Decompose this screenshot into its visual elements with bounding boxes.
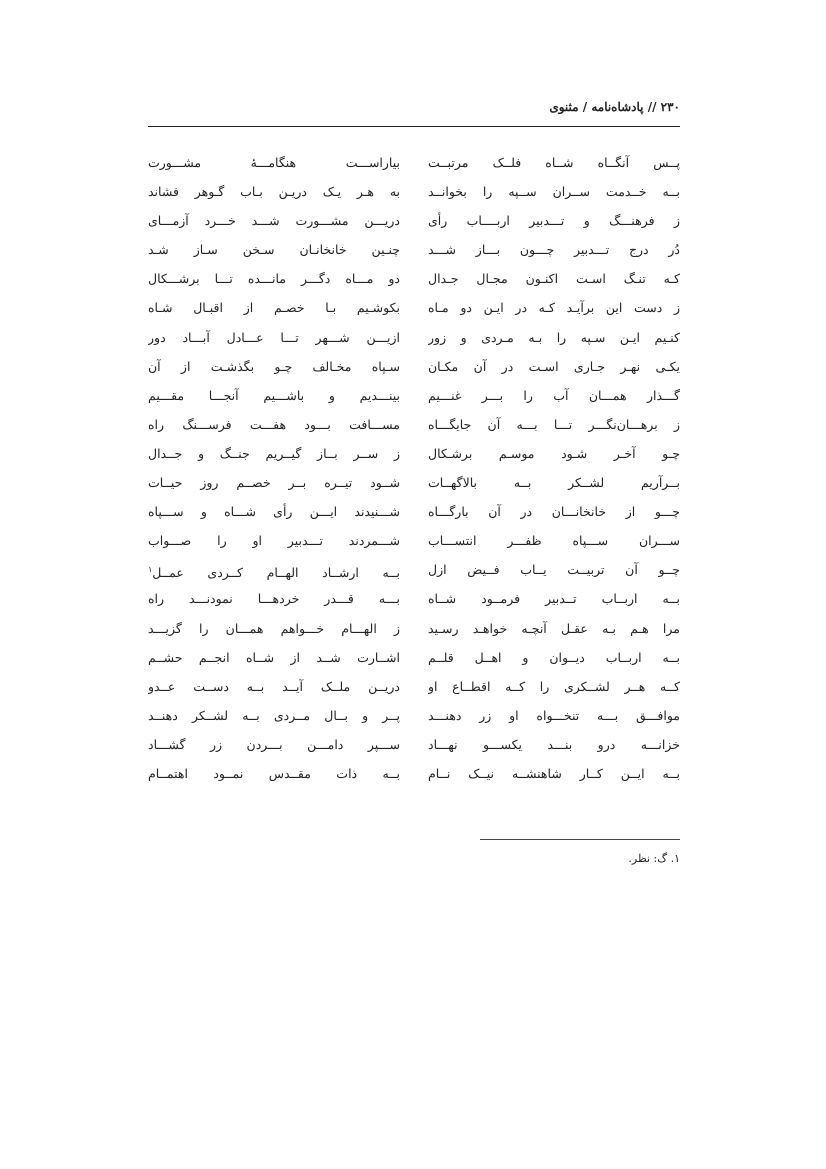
verse-line: بــه ذات مقــدس نمــود اهتمــام — [148, 765, 400, 781]
verse-column-right — [428, 148, 680, 788]
verse-line: مرا هـم بـه عقـل آنچـه خواهـد رسـید — [428, 620, 680, 636]
footnote-divider — [480, 839, 680, 840]
verse-line: خزانـــه درو بنـــد یکســـو نهـــاد — [428, 736, 680, 752]
verse-line: شـــنیدند ایـــن رأی شـــاه و ســـپاه — [148, 504, 400, 520]
verse-line: شـــمردند تـــدبیر او را صـــواب — [148, 533, 400, 549]
verse-line: به هـر یـک دریـن بـاب گـوهر فشاند — [148, 184, 400, 200]
verse-line: چـو آخـر شـود موسـم برشـکال — [428, 445, 680, 461]
verse-line: گـــذار همـــان آب را بـــر غنـــیم — [428, 387, 680, 403]
verse-line: ســـپر دامـــن بـــردن زر گشـــاد — [148, 736, 400, 752]
verse-line: بکوشـیم بـا خصـم از اقبـال شـاه — [148, 300, 400, 316]
verse-line: ز برهـــان‌نگـــر تـــا بـــه آن جایگـــاه — [428, 416, 680, 432]
verse-line-with-footnote — [148, 555, 400, 584]
verse-line: چنـین خانخانـان سـخن سـاز شـد — [148, 242, 400, 258]
running-header: ۲۳۰ // پادشاه‌نامه / مثنوی — [549, 100, 680, 114]
verse-line: پــر و بــال مــردی بــه لشــکر دهنــد — [148, 707, 400, 723]
verse-line: دریــن ملــک آیــد بــه دســت عــدو — [148, 678, 400, 694]
verse-line: بــه اربــاب دیــوان و اهــل قلــم — [428, 649, 680, 665]
footnote: ۱. گ: نظر. — [628, 852, 680, 865]
verse-line: سـپاه مخـالف چـو بگذشـت از آن — [148, 358, 400, 374]
verse-line: ســـران ســـپاه ظفـــر انتســـاب — [428, 533, 680, 549]
verse-line: ز الهـــام خـــواهم همـــان را گزیـــد — [148, 620, 400, 636]
verse-line: کـه تنـگ اسـت اکنـون مجـال جـدال — [428, 271, 680, 287]
verse-line: موافـــق بـــه تنخـــواه او زر دهنـــد — [428, 707, 680, 723]
verse-line: اشــارت شــد از شــاه انجــم حشــم — [148, 649, 400, 665]
verse-line: مســـافت بـــود هفـــت فرســـنگ راه — [148, 416, 400, 432]
verse-text: بــه ارشــاد الهــام کــردی عمــل — [152, 565, 400, 581]
header-divider — [148, 126, 680, 127]
verse-line: بــه ایــن کــار شاهنشــه نیــک نــام — [428, 765, 680, 781]
verse-line: ز ســر بــاز گیــریم جنــگ و جــدال — [148, 445, 400, 461]
verse-line: دریـــن مشـــورت شـــد خـــرد آزمـــای — [148, 213, 400, 229]
verse-line: یکـی نهـر جـاری اسـت در آن مکـان — [428, 358, 680, 374]
verse-line: بــه اربــاب تــدبیر فرمــود شــاه — [428, 591, 680, 607]
verse-line: ازیـــن شـــهر تـــا عـــادل آبـــاد دور — [148, 329, 400, 345]
verse-column-left — [148, 148, 400, 788]
verse-line: بـــه قـــدر خردهـــا نمودنـــد راه — [148, 591, 400, 607]
verse-line: بــرآریم لشــکر بــه بالاگهــات — [428, 475, 680, 491]
verse-line: شــود تیــره بــر خصــم روز حیــات — [148, 475, 400, 491]
verse-line: پــس آنگــاه شــاه فلــک مرتبــت — [428, 155, 680, 170]
verse-line: بــه خــدمت ســران ســپه را بخوانــد — [428, 184, 680, 200]
verse-line: دو مـــاه دگـــر مانـــده تـــا برشـــکال — [148, 271, 400, 287]
verse-line: چــو آن تربیــت یــاب فــیض ازل — [428, 562, 680, 578]
verse-line: ز دست این برآیـد کـه در ایـن دو مـاه — [428, 300, 680, 316]
verse-line: کــه هــر لشــکری را کــه اقطــاع او — [428, 678, 680, 694]
verse-line: دُر درج تـــدبیر چـــون بـــاز شـــد — [428, 242, 680, 258]
verse-line: کنـیم ایـن سـپه را بـه مـردی و زور — [428, 329, 680, 345]
verse-line: چـــو از خانخانـــان در آن بارگـــاه — [428, 504, 680, 520]
footnote-marker: ۱ — [148, 565, 153, 575]
verse-line: بینـــدیم و باشـــیم آنجـــا مقـــیم — [148, 387, 400, 403]
verse-line: ز فرهنـــگ و تـــدبیر اربــــاب رأی — [428, 213, 680, 229]
verse-line: بیاراســـت هنگامـــهٔ مشـــورت — [148, 155, 400, 170]
